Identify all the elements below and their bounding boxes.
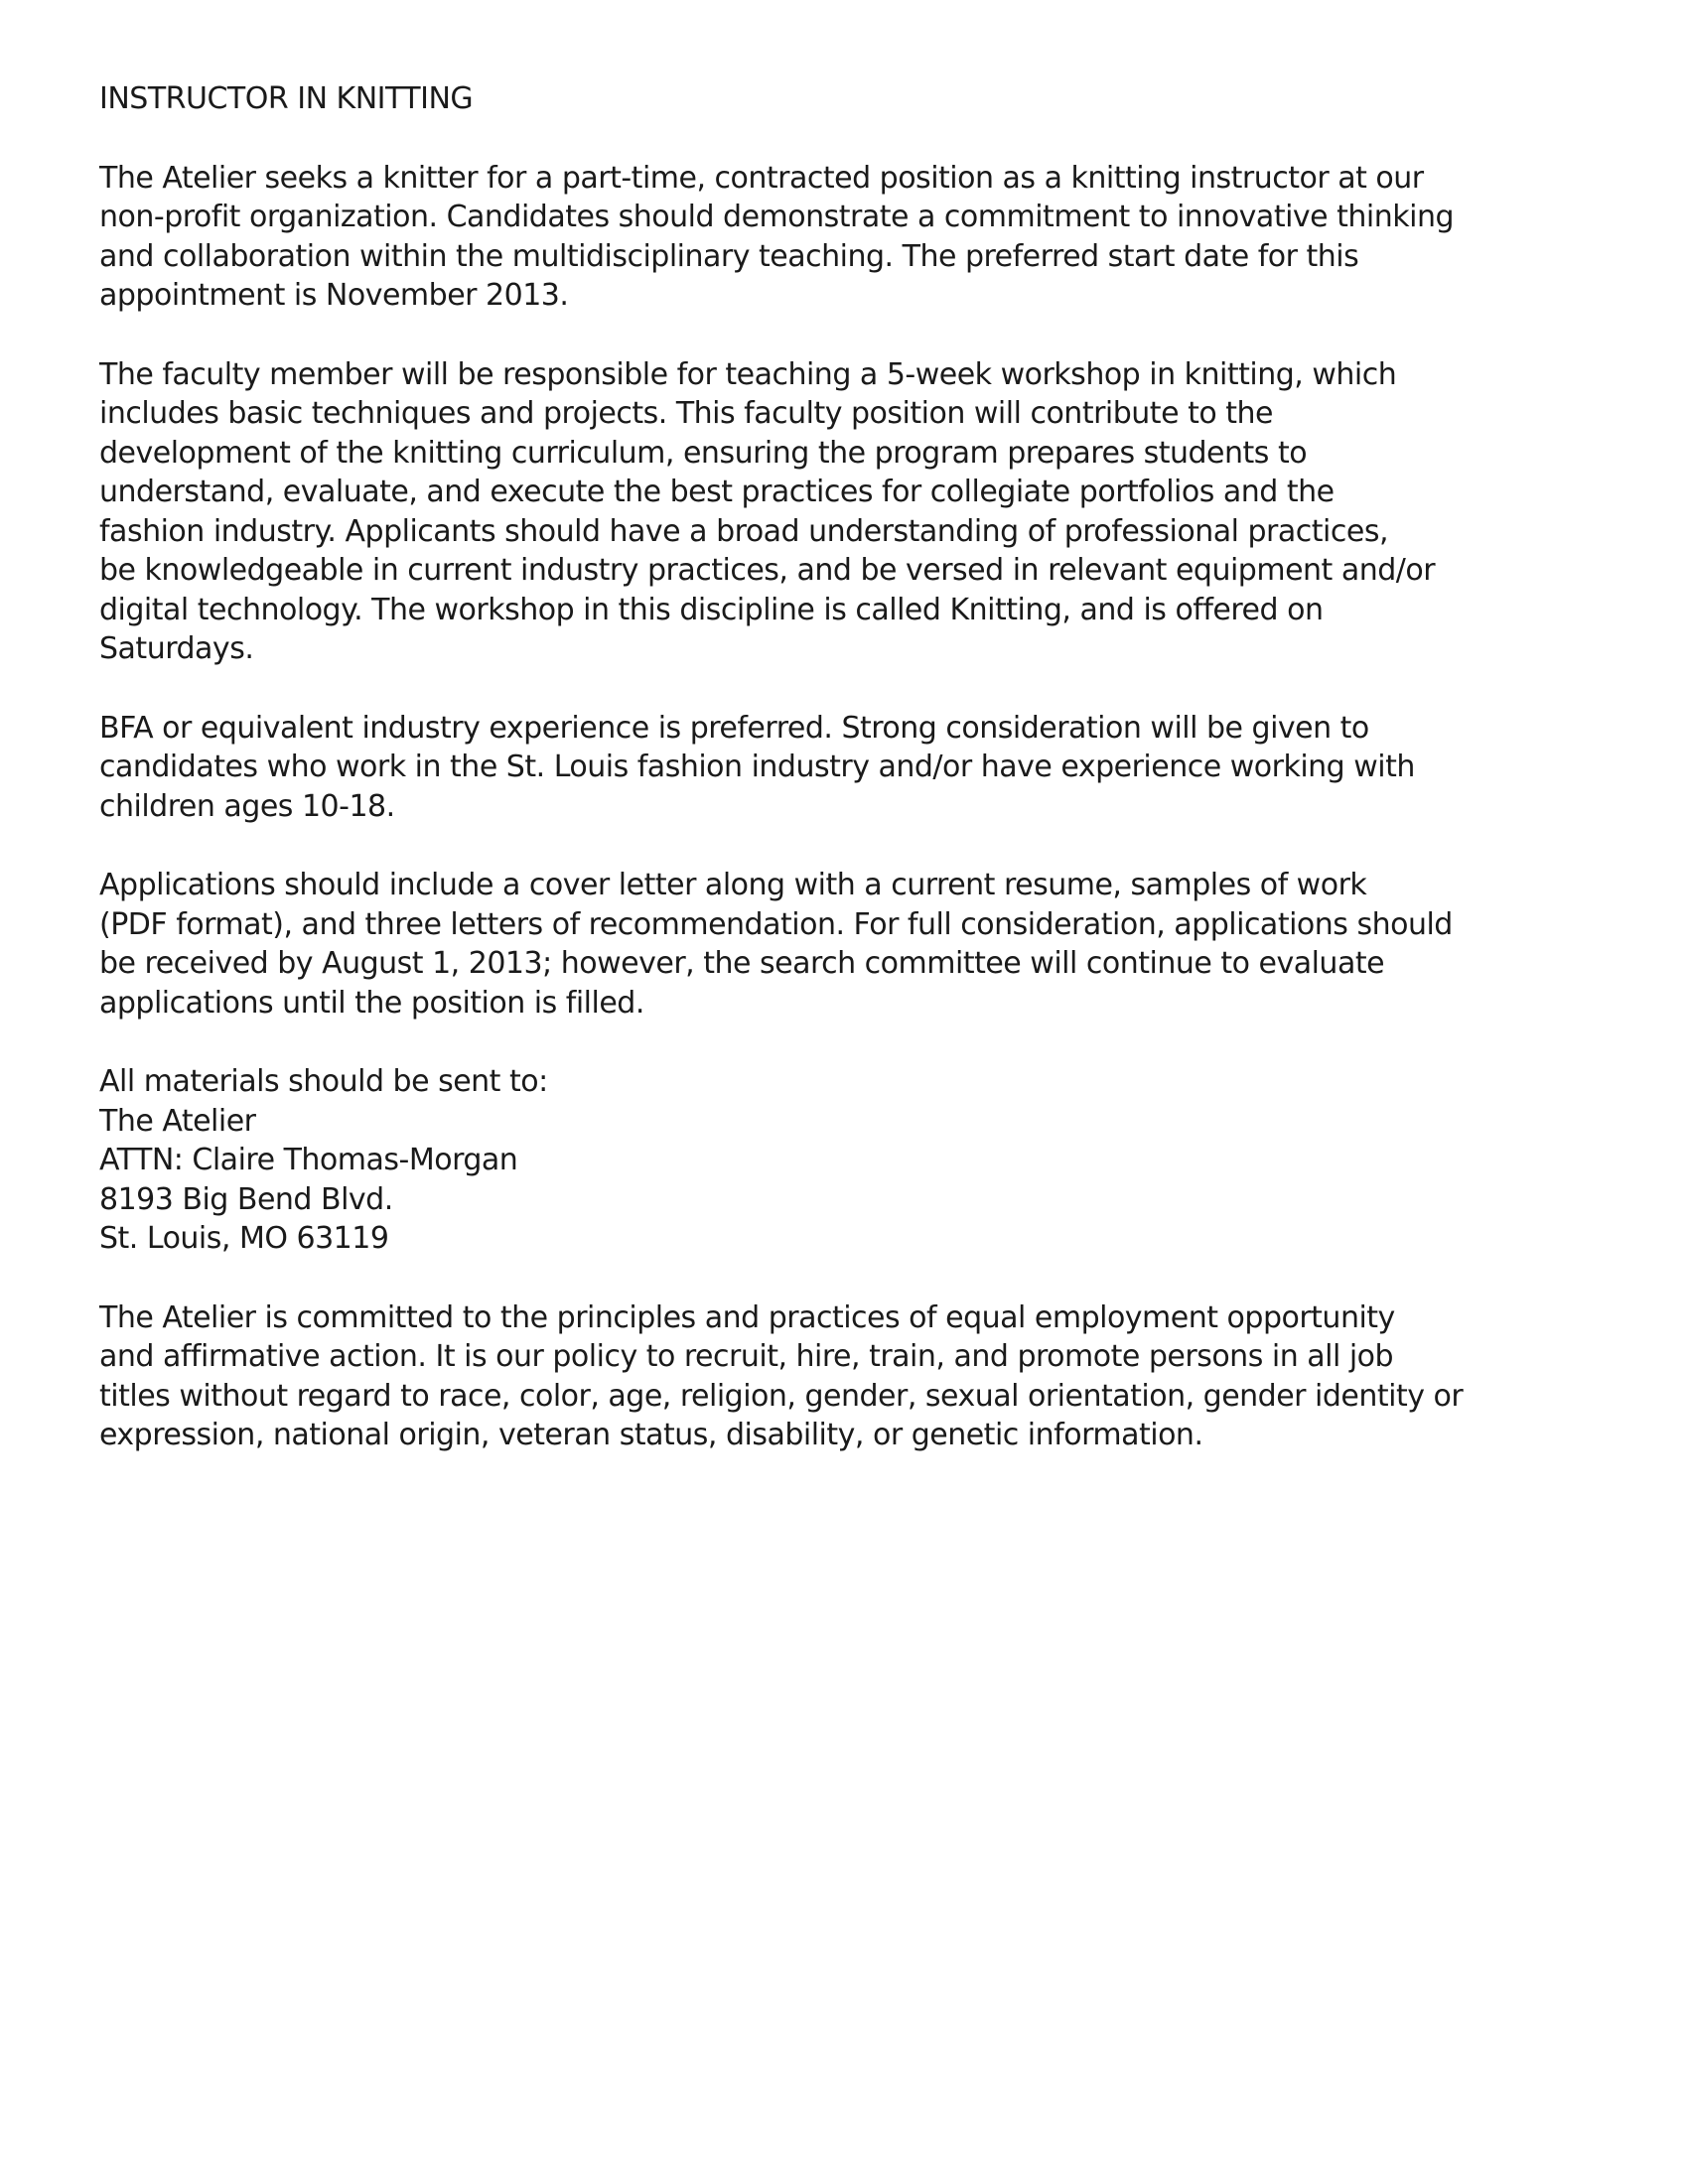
text-line: non-profit organization. Candidates should demonstrate a commitment to innovative thinking: [99, 200, 1455, 234]
text-line: understand, evaluate, and execute the best practices for collegiate portfolios and the: [99, 475, 1335, 509]
text-line: BFA or equivalent industry experience is preferred. Strong consideration will be given to: [99, 710, 1369, 746]
mailing-address: [99, 1062, 1628, 1259]
address-street: 8193 Big Bend Blvd.: [99, 1181, 393, 1217]
text-line: fashion industry. Applicants should have a broad understanding of professional practices,: [99, 513, 1388, 549]
text-line: and collaboration within the multidisciplinary teaching. The preferred start date for this: [99, 238, 1359, 274]
text-line: development of the knitting curriculum, ensuring the program prepares students to: [99, 435, 1308, 471]
text-line: digital technology. The workshop in this discipline is called Knitting, and is offered on: [99, 592, 1324, 627]
paragraph-eeo-statement: [99, 1298, 1628, 1455]
page-title: INSTRUCTOR IN KNITTING: [99, 81, 474, 116]
text-line: Applications should include a cover letter along with a current resume, samples of work: [99, 868, 1367, 902]
address-city-state-zip: St. Louis, MO 63119: [99, 1221, 389, 1256]
text-line: children ages 10-18.: [99, 788, 395, 824]
text-line: The faculty member will be responsible for teaching a 5-week workshop in knitting, which: [99, 356, 1397, 392]
text-line: includes basic techniques and projects. This faculty position will contribute to the: [99, 396, 1273, 431]
document-page: [99, 79, 1628, 1495]
text-line: expression, national origin, veteran status, disability, or genetic information.: [99, 1418, 1203, 1452]
text-line: and affirmative action. It is our policy to recruit, hire, train, and promote persons in all job: [99, 1339, 1394, 1374]
text-line: titles without regard to race, color, age, religion, gender, sexual orientation, gender identity or: [99, 1378, 1464, 1414]
paragraph-responsibilities: [99, 355, 1628, 669]
text-line: (PDF format), and three letters of recommendation. For full consideration, applications should: [99, 906, 1453, 942]
text-line: candidates who work in the St. Louis fashion industry and/or have experience working with: [99, 750, 1415, 784]
paragraph-position-overview: [99, 159, 1628, 316]
address-attention: ATTN: Claire Thomas-Morgan: [99, 1143, 518, 1177]
text-line: appointment is November 2013.: [99, 278, 569, 313]
text-line: The Atelier seeks a knitter for a part-time, contracted position as a knitting instructor at our: [99, 160, 1424, 196]
text-line: be received by August 1, 2013; however, the search committee will continue to evaluate: [99, 946, 1385, 981]
address-intro: All materials should be sent to:: [99, 1064, 548, 1099]
text-line: applications until the position is filled.: [99, 985, 644, 1021]
paragraph-application-requirements: [99, 866, 1628, 1023]
paragraph-qualifications: [99, 709, 1628, 827]
text-line: The Atelier is committed to the principles and practices of equal employment opportunity: [99, 1299, 1395, 1335]
text-line: be knowledgeable in current industry practices, and be versed in relevant equipment and/or: [99, 553, 1436, 588]
text-line: Saturdays.: [99, 631, 254, 666]
address-organization: The Atelier: [99, 1103, 256, 1139]
